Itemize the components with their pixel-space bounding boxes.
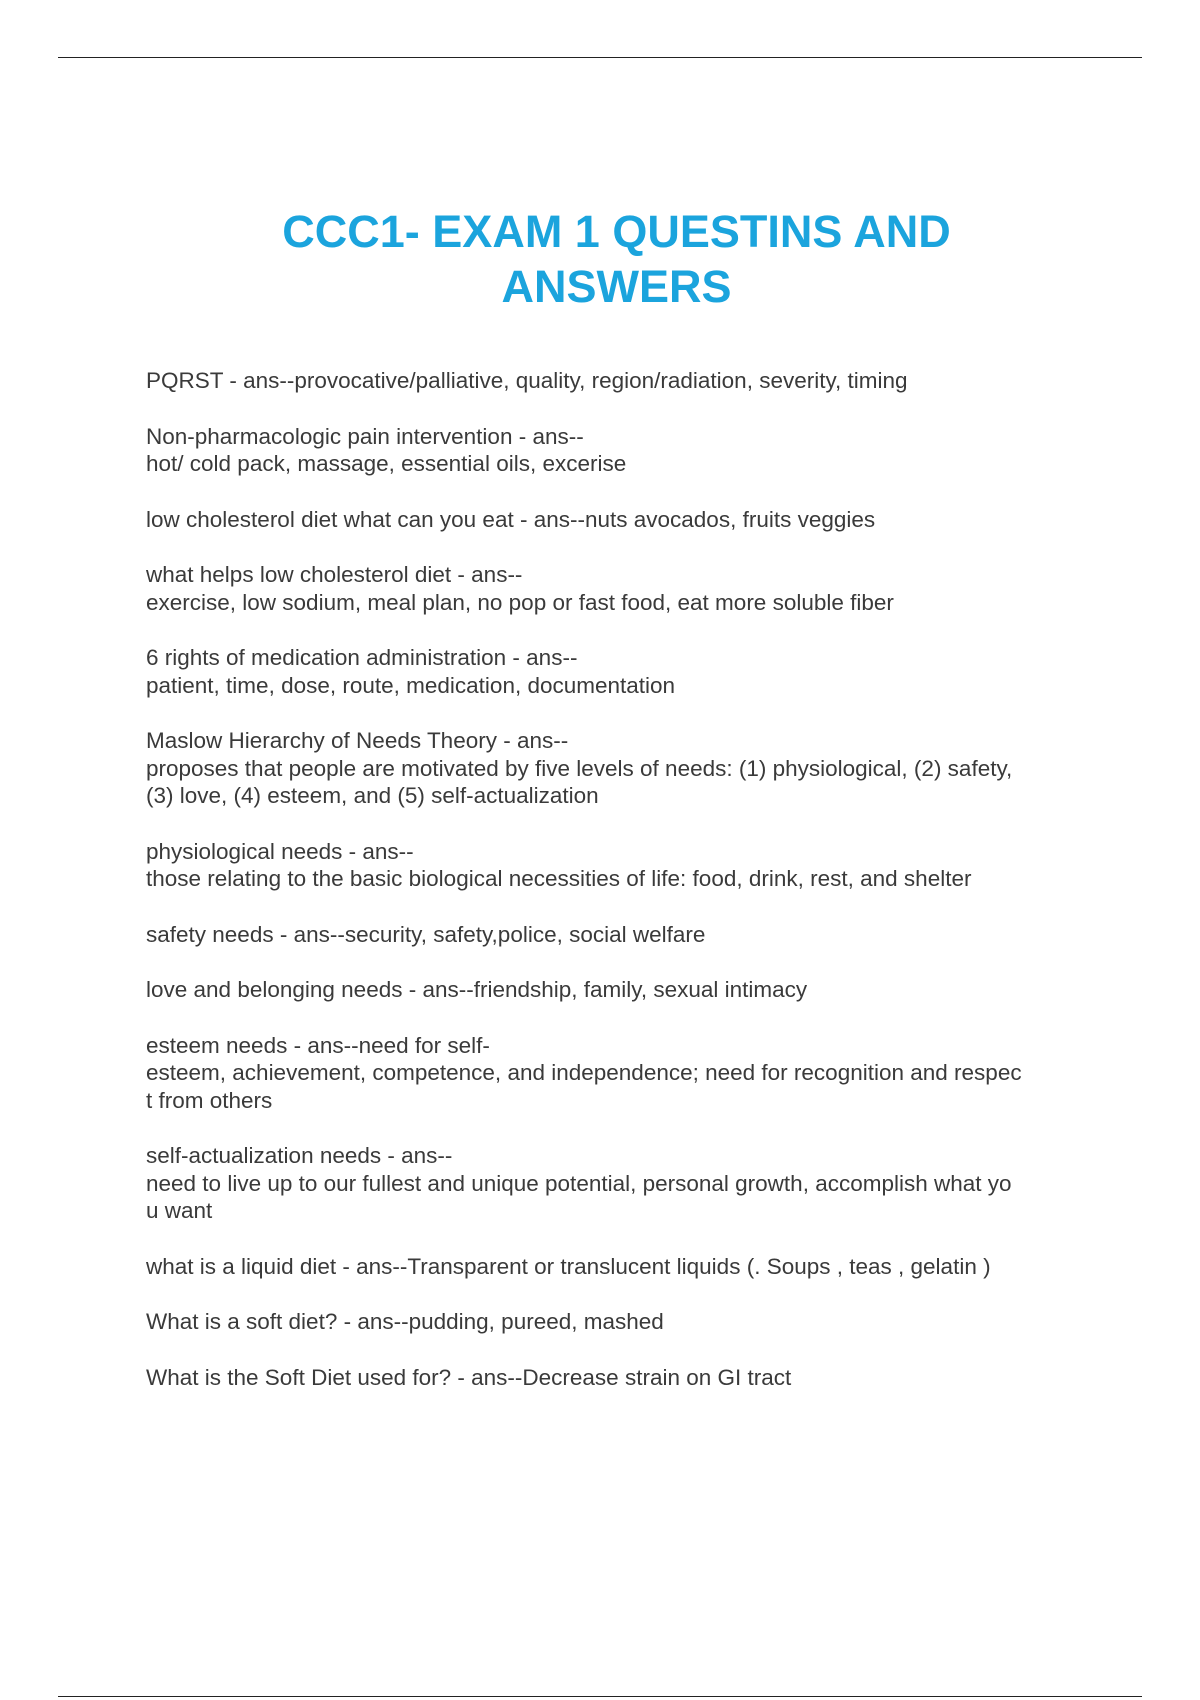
- qa-entry: [146, 1253, 1096, 1281]
- qa-entry: [146, 727, 1096, 810]
- qa-entry: [146, 561, 1096, 616]
- title-line-2: ANSWERS: [501, 261, 732, 312]
- bottom-rule: [58, 1696, 1142, 1697]
- qa-line: exercise, low sodium, meal plan, no pop or fast food, eat more soluble fiber: [146, 589, 894, 615]
- qa-entry: [146, 506, 1096, 534]
- qa-entry: [146, 1142, 1096, 1225]
- qa-line: What is a soft diet? - ans--pudding, pureed, mashed: [146, 1309, 664, 1334]
- qa-line: safety needs - ans--security, safety,police, social welfare: [146, 921, 706, 947]
- qa-line: esteem needs - ans--need for self-: [146, 1032, 490, 1058]
- qa-list: [146, 367, 1096, 1419]
- qa-line: love and belonging needs - ans--friendship, family, sexual intimacy: [146, 977, 808, 1002]
- qa-line: self-actualization needs - ans--: [146, 1143, 453, 1168]
- qa-line: patient, time, dose, route, medication, documentation: [146, 672, 676, 698]
- qa-line: what helps low cholesterol diet - ans--: [146, 562, 523, 587]
- qa-line: proposes that people are motivated by five levels of needs: (1) physiological, (2) safety,: [146, 755, 1013, 781]
- qa-entry: [146, 644, 1096, 699]
- qa-line: 6 rights of medication administration - ans--: [146, 645, 578, 670]
- qa-entry: [146, 1032, 1096, 1115]
- qa-line: physiological needs - ans--: [146, 838, 414, 864]
- qa-entry: [146, 367, 1096, 395]
- qa-line: Non-pharmacologic pain intervention - ans--: [146, 423, 584, 449]
- qa-line: Maslow Hierarchy of Needs Theory - ans--: [146, 728, 569, 753]
- qa-line: t from others: [146, 1087, 273, 1113]
- qa-entry: [146, 838, 1096, 893]
- qa-line: esteem, achievement, competence, and independence; need for recognition and respec: [146, 1060, 1022, 1085]
- qa-line: what is a liquid diet - ans--Transparent or translucent liquids (. Soups , teas , gelatin ): [146, 1253, 991, 1279]
- qa-entry: [146, 1308, 1096, 1336]
- qa-line: need to live up to our fullest and unique potential, personal growth, accomplish what yo: [146, 1170, 1012, 1196]
- qa-line: those relating to the basic biological necessities of life: food, drink, rest, and shelter: [146, 866, 972, 891]
- qa-line: (3) love, (4) esteem, and (5) self-actualization: [146, 783, 599, 808]
- qa-line: hot/ cold pack, massage, essential oils, excerise: [146, 451, 627, 476]
- qa-line: u want: [146, 1198, 213, 1223]
- top-rule: [58, 57, 1142, 58]
- document-title: [0, 204, 1200, 314]
- title-line-1: CCC1- EXAM 1 QUESTINS AND: [282, 206, 951, 257]
- qa-line: PQRST - ans--provocative/palliative, quality, region/radiation, severity, timing: [146, 368, 908, 393]
- qa-entry: [146, 1364, 1096, 1392]
- qa-line: What is the Soft Diet used for? - ans--Decrease strain on GI tract: [146, 1364, 792, 1390]
- qa-entry: [146, 921, 1096, 949]
- qa-entry: [146, 423, 1096, 478]
- qa-entry: [146, 976, 1096, 1004]
- qa-line: low cholesterol diet what can you eat - ans--nuts avocados, fruits veggies: [146, 506, 876, 532]
